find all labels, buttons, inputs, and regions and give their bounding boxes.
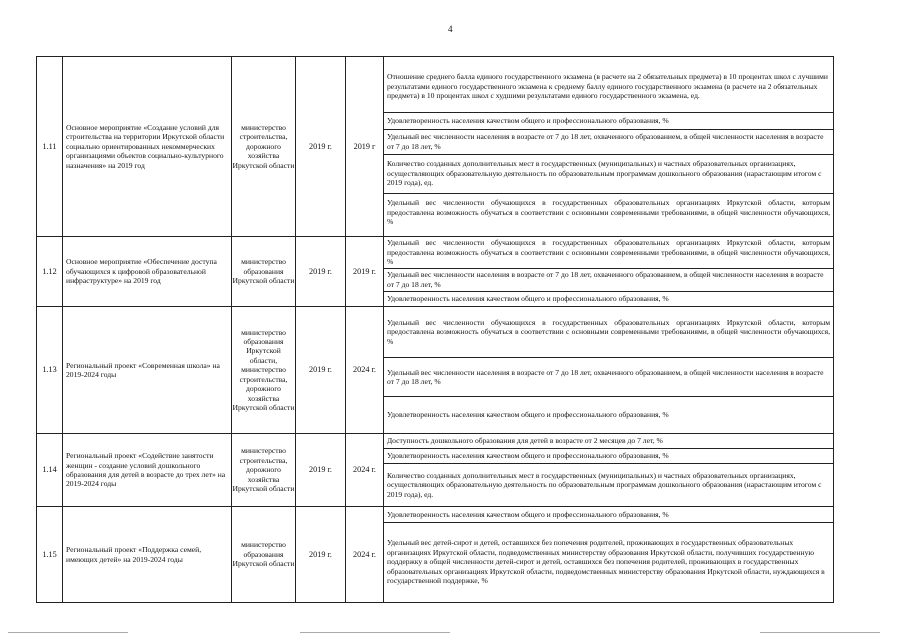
row-number: 1.14 [37, 434, 63, 507]
responsible-executor: министерство строительства, дорожного хозяйства Иркутской области [232, 434, 296, 507]
indicator-list [384, 434, 834, 507]
indicator-item: Удельный вес численности населения в возрасте от 7 до 18 лет, охваченного образованием, в общей численности населения в возрасте от 7 до 18 лет, % [384, 358, 833, 397]
indicator-item: Количество созданных дополнительных мест в государственных (муниципальных) и частных образовательных организациях, осуществляющих образовательную деятельность по образовательным программам дошкольного образования (нарастающим итогом с 2019 года), ед. [387, 470, 822, 499]
start-year: 2019 г. [296, 57, 346, 237]
table-row [37, 507, 834, 603]
indicator-list [384, 237, 834, 307]
indicator-item: Удельный вес численности обучающихся в государственных образовательных организациях Иркутской области, которым предоставлена возможность обучаться в соответствии с основными современными требованиями, в общей численности обучающихся, % [384, 307, 833, 358]
end-year: 2019 г [346, 57, 384, 237]
row-number: 1.12 [37, 237, 63, 307]
page-number: 4 [448, 24, 453, 34]
measure-name: Основное мероприятие «Обеспечение доступа обучающихся к цифровой образовательной инфраструктуре» на 2019 год [63, 237, 232, 307]
measure-name: Региональный проект «Поддержка семей, имеющих детей» на 2019-2024 годы [63, 507, 232, 603]
table-row [37, 57, 834, 237]
start-year: 2019 г. [296, 434, 346, 507]
indicator-item: Удельный вес численности обучающихся в государственных образовательных организациях Иркутской области, которым предоставлена возможность обучаться в соответствии с основными современными требованиями, в общей численности обучающихся, % [384, 238, 833, 269]
indicator-item: Количество созданных дополнительных мест в государственных (муниципальных) и частных образовательных организациях, осуществляющих образовательную деятельность по образовательным программам дошкольного образования (нарастающим итогом с 2019 года), ед. [384, 155, 833, 194]
start-year: 2019 г. [296, 507, 346, 603]
indicator-item: Доступность дошкольного образования для детей в возрасте от 2 месяцев до 7 лет, % [384, 434, 833, 449]
measures-table [36, 56, 834, 603]
end-year: 2019 г. [346, 237, 384, 307]
indicator-item: Отношение среднего балла единого государственного экзамена (в расчете на 2 обязательных предмета) в 10 процентах школ с лучшими результатами единого государственного экзамена к среднему баллу единого государственного экзамена (в расчете на 2 обязательных предмета) в 10 процентах школ с худшими результатами единого государственного экзамена, ед. [384, 62, 833, 113]
indicator-item: Удельный вес численности обучающихся в государственных образовательных организациях Иркутской области, которым предоставлена возможность обучаться в соответствии с основными современными требованиями, в общей численности обучающихся, % [387, 198, 830, 227]
indicator-item: Удовлетворенность населения качеством общего и профессионального образования, % [384, 508, 833, 523]
responsible-executor: министерство образования Иркутской области [232, 237, 296, 307]
scan-edge-line [8, 632, 128, 633]
end-year: 2024 г. [346, 434, 384, 507]
start-year: 2019 г. [296, 237, 346, 307]
end-year: 2024 г. [346, 507, 384, 603]
measure-name: Основное мероприятие «Создание условий для строительства на территории Иркутской области социально ориентированных некоммерческих организациями объектов социально-культурного назначения» на 2019 год [63, 57, 232, 237]
indicator-item: Удельный вес численности населения в возрасте от 7 до 18 лет, охваченного образованием, в общей численности населения в возрасте от 7 до 18 лет, % [384, 269, 833, 292]
scan-edge-line [300, 632, 450, 633]
table-row [37, 237, 834, 307]
start-year: 2019 г. [296, 307, 346, 434]
row-number: 1.13 [37, 307, 63, 434]
table-row [37, 434, 834, 507]
indicator-item: Удовлетворенность населения качеством общего и профессионального образования, % [387, 293, 669, 303]
indicator-item: Удовлетворенность населения качеством общего и профессионального образования, % [384, 113, 833, 130]
indicator-list [384, 507, 834, 603]
responsible-executor: министерство образования Иркутской области [232, 507, 296, 603]
row-number: 1.11 [37, 57, 63, 237]
indicator-item: Удельный вес детей-сирот и детей, оставшихся без попечения родителей, проживающих в государственных образовательных организациях Иркутской области, подведомственных министерству образования Иркутской области, получивших государственную поддержку в общей численности детей-сирот и детей, оставшихся без попечения родителей, проживающих в государственных образовательных организациях Иркутской области, подведомственных министерству образования Иркутской области, нуждающихся в государственной поддержке, % [387, 538, 825, 586]
indicator-item: Удельный вес численности населения в возрасте от 7 до 18 лет, охваченного образованием, в общей численности населения в возрасте от 7 до 18 лет, % [384, 130, 833, 155]
indicator-item: Удовлетворенность населения качеством общего и профессионального образования, % [387, 410, 669, 420]
indicator-list [384, 57, 834, 237]
end-year: 2024 г. [346, 307, 384, 434]
row-number: 1.15 [37, 507, 63, 603]
measure-name: Региональный проект «Содействие занятости женщин - создание условий дошкольного образования для детей в возрасте до трех лет» на 2019-2024 годы [63, 434, 232, 507]
responsible-executor: министерство образования Иркутской области, министерство строительства, дорожного хозяйства Иркутской области [232, 307, 296, 434]
indicator-item: Удовлетворенность населения качеством общего и профессионального образования, % [384, 449, 833, 464]
responsible-executor: министерство строительства, дорожного хозяйства Иркутской области [232, 57, 296, 237]
measure-name: Региональный проект «Современная школа» на 2019-2024 годы [63, 307, 232, 434]
indicator-list [384, 307, 834, 434]
scan-edge-line [760, 632, 880, 633]
table-row [37, 307, 834, 434]
